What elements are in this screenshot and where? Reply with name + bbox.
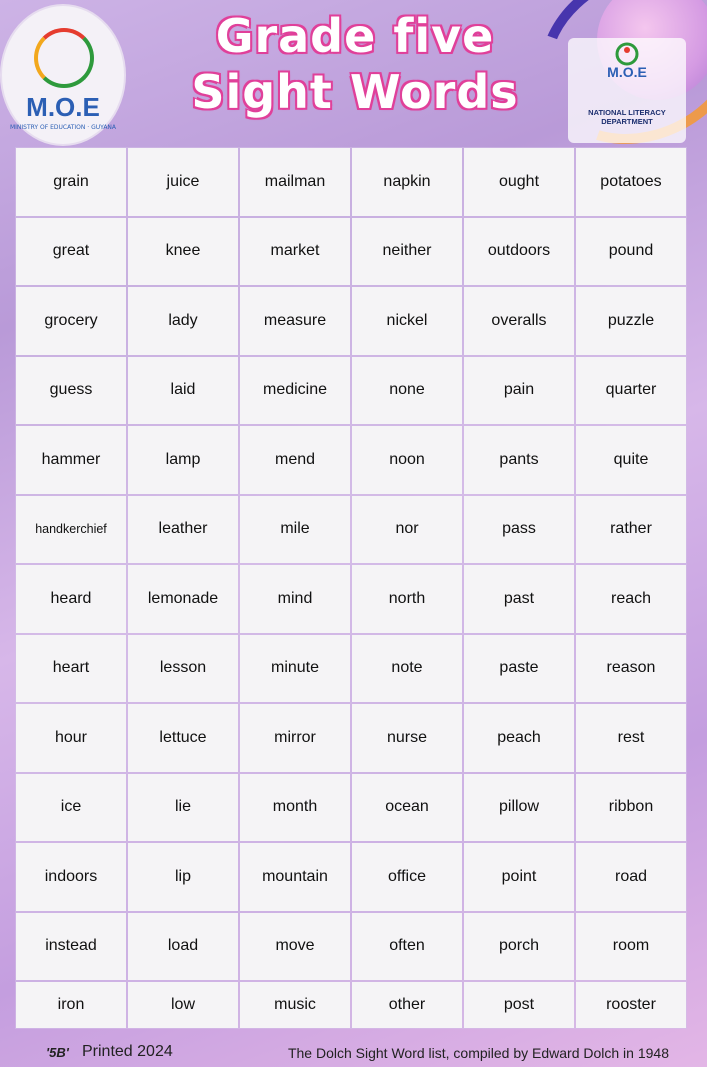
- word-cell: juice: [128, 148, 238, 216]
- logo-left-ring-text: MINISTRY OF EDUCATION · GUYANA: [9, 124, 117, 131]
- word-cell: noon: [352, 426, 462, 494]
- word-cell: great: [16, 218, 126, 286]
- word-cell: road: [576, 843, 686, 911]
- word-cell: ought: [464, 148, 574, 216]
- word-cell: instead: [16, 913, 126, 981]
- word-cell: rooster: [576, 982, 686, 1028]
- word-cell: peach: [464, 704, 574, 772]
- word-cell: office: [352, 843, 462, 911]
- word-cell: room: [576, 913, 686, 981]
- word-cell: mountain: [240, 843, 350, 911]
- word-cell: month: [240, 774, 350, 842]
- word-cell: pound: [576, 218, 686, 286]
- page-code: '5B': [46, 1045, 69, 1060]
- word-cell: note: [352, 635, 462, 703]
- word-cell: move: [240, 913, 350, 981]
- word-cell: pain: [464, 357, 574, 425]
- word-cell: heart: [16, 635, 126, 703]
- word-cell: lamp: [128, 426, 238, 494]
- logo-left-text: M.O.E: [26, 92, 100, 122]
- word-cell: rest: [576, 704, 686, 772]
- source-credit: The Dolch Sight Word list, compiled by Edward Dolch in 1948: [287, 1045, 669, 1061]
- word-cell: indoors: [16, 843, 126, 911]
- logo-right-text: M.O.E: [607, 64, 647, 80]
- word-cell: other: [352, 982, 462, 1028]
- word-cell: potatoes: [576, 148, 686, 216]
- title-line-1: Grade five: [215, 9, 495, 63]
- word-cell: paste: [464, 635, 574, 703]
- word-cell: grocery: [16, 287, 126, 355]
- word-cell: lip: [128, 843, 238, 911]
- word-cell: guess: [16, 357, 126, 425]
- word-cell: heard: [16, 565, 126, 633]
- word-cell: music: [240, 982, 350, 1028]
- page-title: [160, 8, 550, 120]
- word-cell: post: [464, 982, 574, 1028]
- word-cell: lesson: [128, 635, 238, 703]
- word-cell: handkerchief: [16, 496, 126, 564]
- word-cell: knee: [128, 218, 238, 286]
- word-cell: reason: [576, 635, 686, 703]
- word-cell: nurse: [352, 704, 462, 772]
- word-cell: leather: [128, 496, 238, 564]
- word-cell: measure: [240, 287, 350, 355]
- word-cell: hour: [16, 704, 126, 772]
- word-cell: porch: [464, 913, 574, 981]
- word-cell: nor: [352, 496, 462, 564]
- word-cell: medicine: [240, 357, 350, 425]
- word-cell: ribbon: [576, 774, 686, 842]
- word-cell: often: [352, 913, 462, 981]
- word-cell: low: [128, 982, 238, 1028]
- word-cell: iron: [16, 982, 126, 1028]
- word-cell: lemonade: [128, 565, 238, 633]
- children-book-icon: [34, 28, 94, 88]
- word-cell: lady: [128, 287, 238, 355]
- word-cell: load: [128, 913, 238, 981]
- moe-logo-left: [0, 4, 126, 146]
- word-cell: mirror: [240, 704, 350, 772]
- word-cell: ice: [16, 774, 126, 842]
- word-cell: napkin: [352, 148, 462, 216]
- word-cell: pass: [464, 496, 574, 564]
- title-line-2: Sight Words: [191, 65, 519, 119]
- word-cell: reach: [576, 565, 686, 633]
- word-cell: north: [352, 565, 462, 633]
- word-cell: mind: [240, 565, 350, 633]
- word-cell: none: [352, 357, 462, 425]
- word-cell: quite: [576, 426, 686, 494]
- word-cell: grain: [16, 148, 126, 216]
- literacy-department-logo: [568, 38, 686, 143]
- word-cell: quarter: [576, 357, 686, 425]
- word-cell: nickel: [352, 287, 462, 355]
- printed-year: Printed 2024: [82, 1043, 173, 1060]
- word-cell: lie: [128, 774, 238, 842]
- word-cell: point: [464, 843, 574, 911]
- word-cell: rather: [576, 496, 686, 564]
- word-cell: past: [464, 565, 574, 633]
- sight-word-grid: [16, 148, 687, 1028]
- word-cell: laid: [128, 357, 238, 425]
- word-cell: minute: [240, 635, 350, 703]
- word-cell: outdoors: [464, 218, 574, 286]
- word-cell: hammer: [16, 426, 126, 494]
- word-cell: market: [240, 218, 350, 286]
- word-cell: pillow: [464, 774, 574, 842]
- word-cell: overalls: [464, 287, 574, 355]
- word-cell: ocean: [352, 774, 462, 842]
- word-cell: neither: [352, 218, 462, 286]
- word-cell: mailman: [240, 148, 350, 216]
- word-cell: lettuce: [128, 704, 238, 772]
- logo-right-department: NATIONAL LITERACY DEPARTMENT: [588, 108, 666, 126]
- word-cell: mile: [240, 496, 350, 564]
- word-cell: puzzle: [576, 287, 686, 355]
- word-cell: pants: [464, 426, 574, 494]
- word-cell: mend: [240, 426, 350, 494]
